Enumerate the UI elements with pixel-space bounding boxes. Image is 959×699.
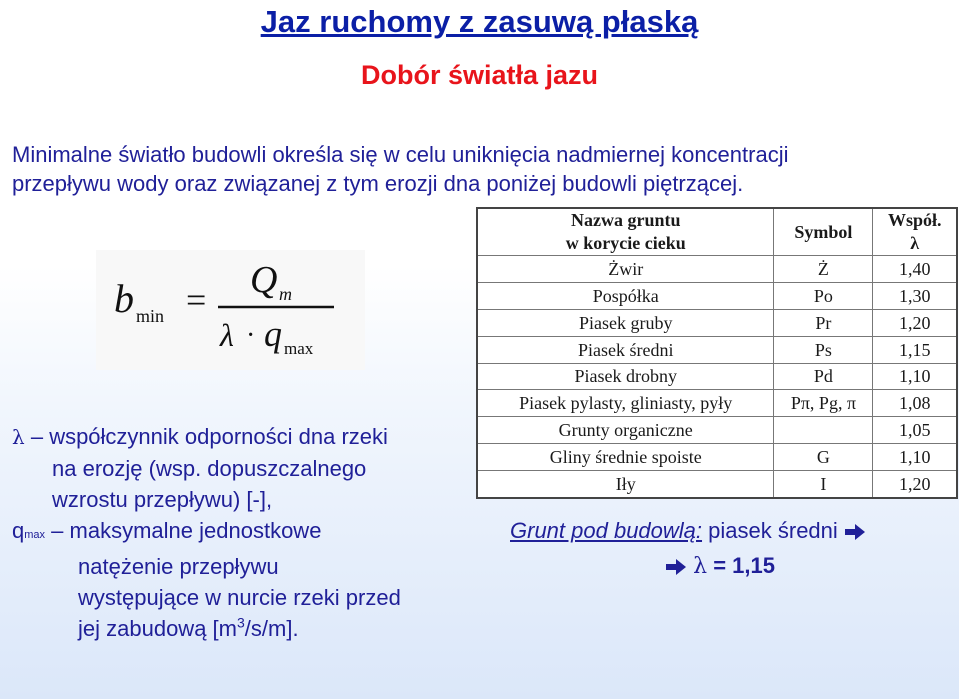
soil-coefficient-table (476, 207, 958, 499)
table-row (477, 309, 957, 336)
page-title: Jaz ruchomy z zasuwą płaską (260, 4, 699, 39)
cell-soil-name: Piasek średni (477, 336, 774, 363)
cell-symbol: G (774, 444, 873, 471)
table-row (477, 256, 957, 283)
cell-coefficient: 1,08 (873, 390, 957, 417)
lambda-definition-line-2: na erozję (wsp. dopuszczalnego (52, 456, 367, 481)
result-lambda-line (665, 553, 775, 579)
table-row (477, 363, 957, 390)
lambda-definition-text-1: współczynnik odporności dna rzeki (49, 424, 388, 449)
result-label: Grunt pod budowlą: (510, 518, 703, 543)
lambda-symbol: λ (12, 425, 25, 449)
formula-svg (96, 250, 365, 370)
q-definition-line-2: natężenie przepływu (78, 554, 279, 579)
header-soil-name (477, 208, 774, 256)
q-definition-line-3: występujące w nurcie rzeki przed (78, 585, 401, 610)
table-row (477, 390, 957, 417)
cell-coefficient: 1,05 (873, 417, 957, 444)
cell-coefficient: 1,10 (873, 363, 957, 390)
q-definition-text-4a: jej zabudową [m (78, 616, 237, 641)
header-soil-name-line-2: w korycie cieku (565, 233, 686, 253)
cell-symbol: Ps (774, 336, 873, 363)
intro-paragraph (12, 140, 957, 198)
cell-symbol: Pπ, Pg, π (774, 390, 873, 417)
q-definition-text-4b: /s/m]. (244, 616, 299, 641)
q-definition-line-4 (12, 613, 482, 644)
q-definition-superscript: 3 (236, 614, 245, 631)
formula-denominator-lambda: λ (220, 317, 234, 353)
cell-symbol: Pr (774, 309, 873, 336)
table-row (477, 336, 957, 363)
q-dash: – (51, 518, 64, 543)
cell-symbol: Po (774, 282, 873, 309)
table-row (477, 444, 957, 471)
table-header-row (477, 208, 957, 256)
result-lambda-value: = 1,15 (713, 553, 775, 578)
cell-symbol: Ż (774, 256, 873, 283)
cell-soil-name: Pospółka (477, 282, 774, 309)
cell-soil-name: Grunty organiczne (477, 417, 774, 444)
cell-coefficient: 1,20 (873, 309, 957, 336)
table-row (477, 417, 957, 444)
formula-denominator-dot: · (246, 320, 256, 351)
cell-soil-name: Żwir (477, 256, 774, 283)
lambda-definition-line-3: wzrostu przepływu) [-], (52, 487, 273, 512)
cell-coefficient: 1,30 (873, 282, 957, 309)
formula-denominator-q: q (264, 314, 282, 354)
cell-symbol (774, 417, 873, 444)
formula-image (96, 250, 365, 370)
formula-lhs: b (114, 276, 134, 321)
cell-coefficient: 1,10 (873, 444, 957, 471)
cell-soil-name: Piasek pylasty, gliniasty, pyły (477, 390, 774, 417)
cell-symbol: I (774, 471, 873, 499)
formula-denominator-sub: max (284, 339, 314, 358)
header-coefficient-line-1: Współ. (887, 210, 942, 230)
cell-soil-name: Piasek gruby (477, 309, 774, 336)
q-definition-text-1: maksymalne jednostkowe (69, 518, 322, 543)
header-soil-name-line-1: Nazwa gruntu (570, 210, 681, 230)
result-value: piasek średni (708, 518, 838, 543)
cell-coefficient: 1,20 (873, 471, 957, 499)
cell-soil-name: Gliny średnie spoiste (477, 444, 774, 471)
formula-equals: = (186, 280, 207, 320)
intro-line-2: przepływu wody oraz związanej z tym erozji dna poniżej budowli piętrzącej. (12, 171, 744, 196)
arrow-right-icon (844, 523, 866, 541)
formula-numerator: Q (250, 259, 278, 301)
arrow-right-icon (665, 558, 687, 576)
table-row (477, 282, 957, 309)
result-lambda-symbol: λ (693, 554, 708, 579)
table-row (477, 471, 957, 499)
cell-soil-name: Piasek drobny (477, 363, 774, 390)
header-symbol: Symbol (774, 208, 873, 256)
header-coefficient-line-2: λ (910, 233, 920, 253)
cell-coefficient: 1,15 (873, 336, 957, 363)
cell-soil-name: Iły (477, 471, 774, 499)
lambda-dash: – (30, 424, 44, 449)
q-subscript: max (24, 529, 46, 541)
q-definition-line-1 (12, 515, 482, 551)
q-symbol: q (12, 518, 25, 543)
page-subtitle: Dobór światła jazu (360, 60, 599, 90)
header-coefficient (873, 208, 957, 256)
cell-symbol: Pd (774, 363, 873, 390)
formula-lhs-sub: min (136, 306, 165, 326)
cell-coefficient: 1,40 (873, 256, 957, 283)
intro-line-1: Minimalne światło budowli określa się w celu uniknięcia nadmiernej koncentracji (12, 142, 789, 167)
definitions-block (12, 421, 482, 644)
result-soil-line (510, 518, 959, 544)
lambda-definition-line-1 (12, 421, 482, 453)
formula-numerator-sub: m (279, 284, 292, 304)
